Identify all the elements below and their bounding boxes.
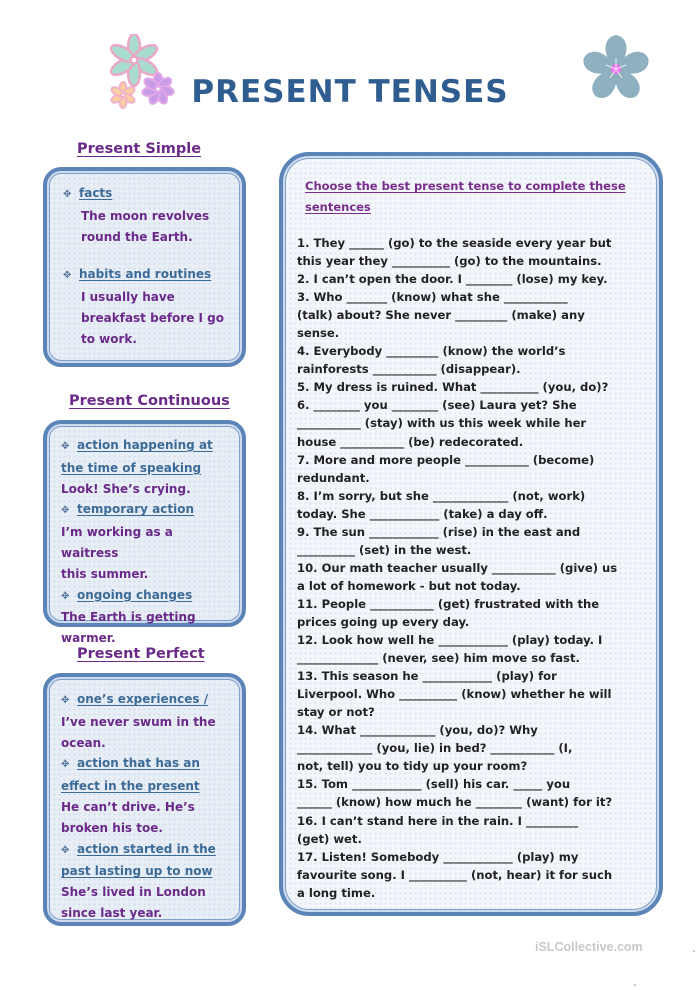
exercise-line: ______ (know) how much he ________ (want) for it?	[297, 795, 613, 810]
usage-example: He can’t drive. He’s	[61, 799, 195, 814]
usage-topic: effect in the present	[61, 779, 200, 794]
exercise-line: sense.	[297, 326, 340, 341]
usage-example: to work.	[81, 331, 137, 346]
exercise-line: (talk) about? She never _________ (make) any	[297, 308, 585, 323]
exercise-line: 6. ________ you ________ (see) Laura yet? She	[297, 398, 577, 413]
exercise-line: a lot of homework - but not today.	[297, 578, 521, 593]
heading-present-perfect: Present Perfect	[77, 646, 205, 662]
present-simple-box	[43, 167, 246, 367]
exercise-line: 15. Tom ____________ (sell) his car. _____ you	[297, 777, 571, 792]
diamond-bullet-icon: ✥	[63, 189, 72, 200]
exercise-line: 17. Listen! Somebody ____________ (play) my	[297, 849, 579, 864]
exercise-line: 3. Who _______ (know) what she ___________	[297, 290, 568, 305]
exercise-line: not, tell) you to tidy up your room?	[297, 759, 528, 774]
usage-example: The Earth is getting	[61, 610, 196, 625]
exercise-line: this year they __________ (go) to the mountains.	[297, 254, 602, 269]
usage-example: since last year.	[61, 905, 163, 920]
usage-topic: temporary action	[77, 502, 194, 517]
exercise-line: rainforests ___________ (disappear).	[297, 362, 521, 377]
exercise-panel	[279, 152, 663, 916]
exercise-line: house ___________ (be) redecorated.	[297, 434, 524, 449]
usage-example: I’m working as a waitress	[61, 525, 173, 560]
usage-example: I’ve never swum in the	[61, 714, 216, 729]
exercise-line: _____________ (you, lie) in bed? ___________ (I,	[297, 741, 573, 756]
diamond-bullet-icon: ✥	[61, 590, 70, 602]
usage-example: round the Earth.	[81, 229, 193, 244]
list-item	[63, 183, 232, 206]
exercise-line: ______________ (never, see) him move so fast.	[297, 651, 580, 666]
usage-example: She’s lived in London	[61, 885, 206, 900]
usage-topic: the time of speaking	[61, 460, 202, 475]
heading-present-simple: Present Simple	[77, 141, 202, 157]
usage-topic: action started in the	[77, 841, 216, 856]
present-continuous-content	[61, 435, 232, 649]
exercise-line: 11. People ___________ (get) frustrated with the	[297, 596, 600, 611]
page-title: PRESENT TENSES	[191, 74, 509, 110]
watermark: iSLCollective.com	[535, 940, 643, 954]
exercise-line: 7. More and more people ___________ (become)	[297, 452, 595, 467]
exercise-line: redundant.	[297, 470, 370, 485]
exercise-line: 12. Look how well he ____________ (play) today. I	[297, 633, 603, 648]
list-item	[63, 264, 232, 287]
exercise-line: ___________ (stay) with us this week while her	[297, 416, 587, 431]
list-item	[61, 585, 232, 608]
exercise-line: 2. I can’t open the door. I ________ (lose) my key.	[297, 272, 608, 287]
exercise-line: 5. My dress is ruined. What __________ (you, do)?	[297, 380, 609, 395]
usage-example: this summer.	[61, 566, 149, 581]
list-item	[61, 839, 232, 862]
usage-topic: ongoing changes	[77, 587, 193, 602]
exercise-line: 10. Our math teacher usually ___________ (give) us	[297, 560, 618, 575]
list-item	[61, 435, 232, 458]
list-item	[61, 499, 232, 522]
usage-topic: facts	[79, 186, 113, 200]
exercise-line: 1. They ______ (go) to the seaside every year but	[297, 236, 612, 250]
exercise-line: a long time.	[297, 885, 376, 900]
diamond-bullet-icon: ✥	[63, 270, 72, 282]
diamond-bullet-icon: ✥	[61, 759, 70, 771]
exercise-line: prices going up every day.	[297, 614, 470, 629]
exercise-line: 4. Everybody _________ (know) the world’s	[297, 344, 566, 359]
diamond-bullet-icon: ✥	[61, 505, 70, 517]
usage-topic: action that has an	[77, 756, 200, 771]
usage-topic: past lasting up to now	[61, 864, 213, 879]
usage-example: I usually have	[81, 290, 175, 305]
heading-present-continuous: Present Continuous	[69, 393, 230, 409]
exercise-instructions	[305, 176, 633, 218]
exercise-line: 13. This season he ____________ (play) for	[297, 669, 557, 684]
exercise-line: today. She ____________ (take) a day off.	[297, 506, 548, 521]
instructions-line: sentences	[305, 200, 371, 214]
usage-example: breakfast before I go	[81, 310, 225, 325]
usage-example: ocean.	[61, 735, 106, 750]
usage-topic: one’s experiences /	[77, 692, 209, 706]
usage-example: Look! She’s crying.	[61, 481, 191, 496]
diamond-bullet-icon: ✥	[61, 844, 70, 856]
exercise-list	[297, 234, 641, 902]
usage-example: warmer.	[61, 631, 116, 646]
present-perfect-content	[61, 689, 232, 924]
usage-example: broken his toe.	[61, 820, 163, 835]
exercise-line: 9. The sun ____________ (rise) in the east and	[297, 524, 581, 539]
present-simple-content	[63, 183, 232, 350]
exercise-line: __________ (set) in the west.	[297, 542, 472, 557]
exercise-line: stay or not?	[297, 705, 375, 720]
diamond-bullet-icon: ✥	[61, 441, 70, 452]
diamond-bullet-icon: ✥	[61, 695, 70, 706]
exercise-line: 16. I can’t stand here in the rain. I _________	[297, 813, 579, 828]
decorative-dot	[634, 984, 636, 986]
exercise-line: Liverpool. Who __________ (know) whether he will	[297, 687, 612, 702]
present-continuous-box	[43, 420, 246, 646]
usage-topic: habits and routines	[79, 267, 212, 282]
list-item	[61, 689, 232, 712]
list-item	[61, 753, 232, 776]
usage-example: The moon revolves	[81, 208, 210, 223]
exercise-line: 8. I’m sorry, but she _____________ (not, work)	[297, 488, 586, 503]
present-perfect-box	[43, 673, 246, 926]
usage-topic: action happening at	[77, 438, 213, 452]
instructions-line: Choose the best present tense to complete these	[305, 179, 626, 193]
exercise-line: favourite song. I __________ (not, hear) it for such	[297, 867, 613, 882]
exercise-line: (get) wet.	[297, 831, 362, 846]
exercise-line: 14. What _____________ (you, do)? Why	[297, 723, 538, 738]
decorative-dot	[693, 950, 695, 952]
